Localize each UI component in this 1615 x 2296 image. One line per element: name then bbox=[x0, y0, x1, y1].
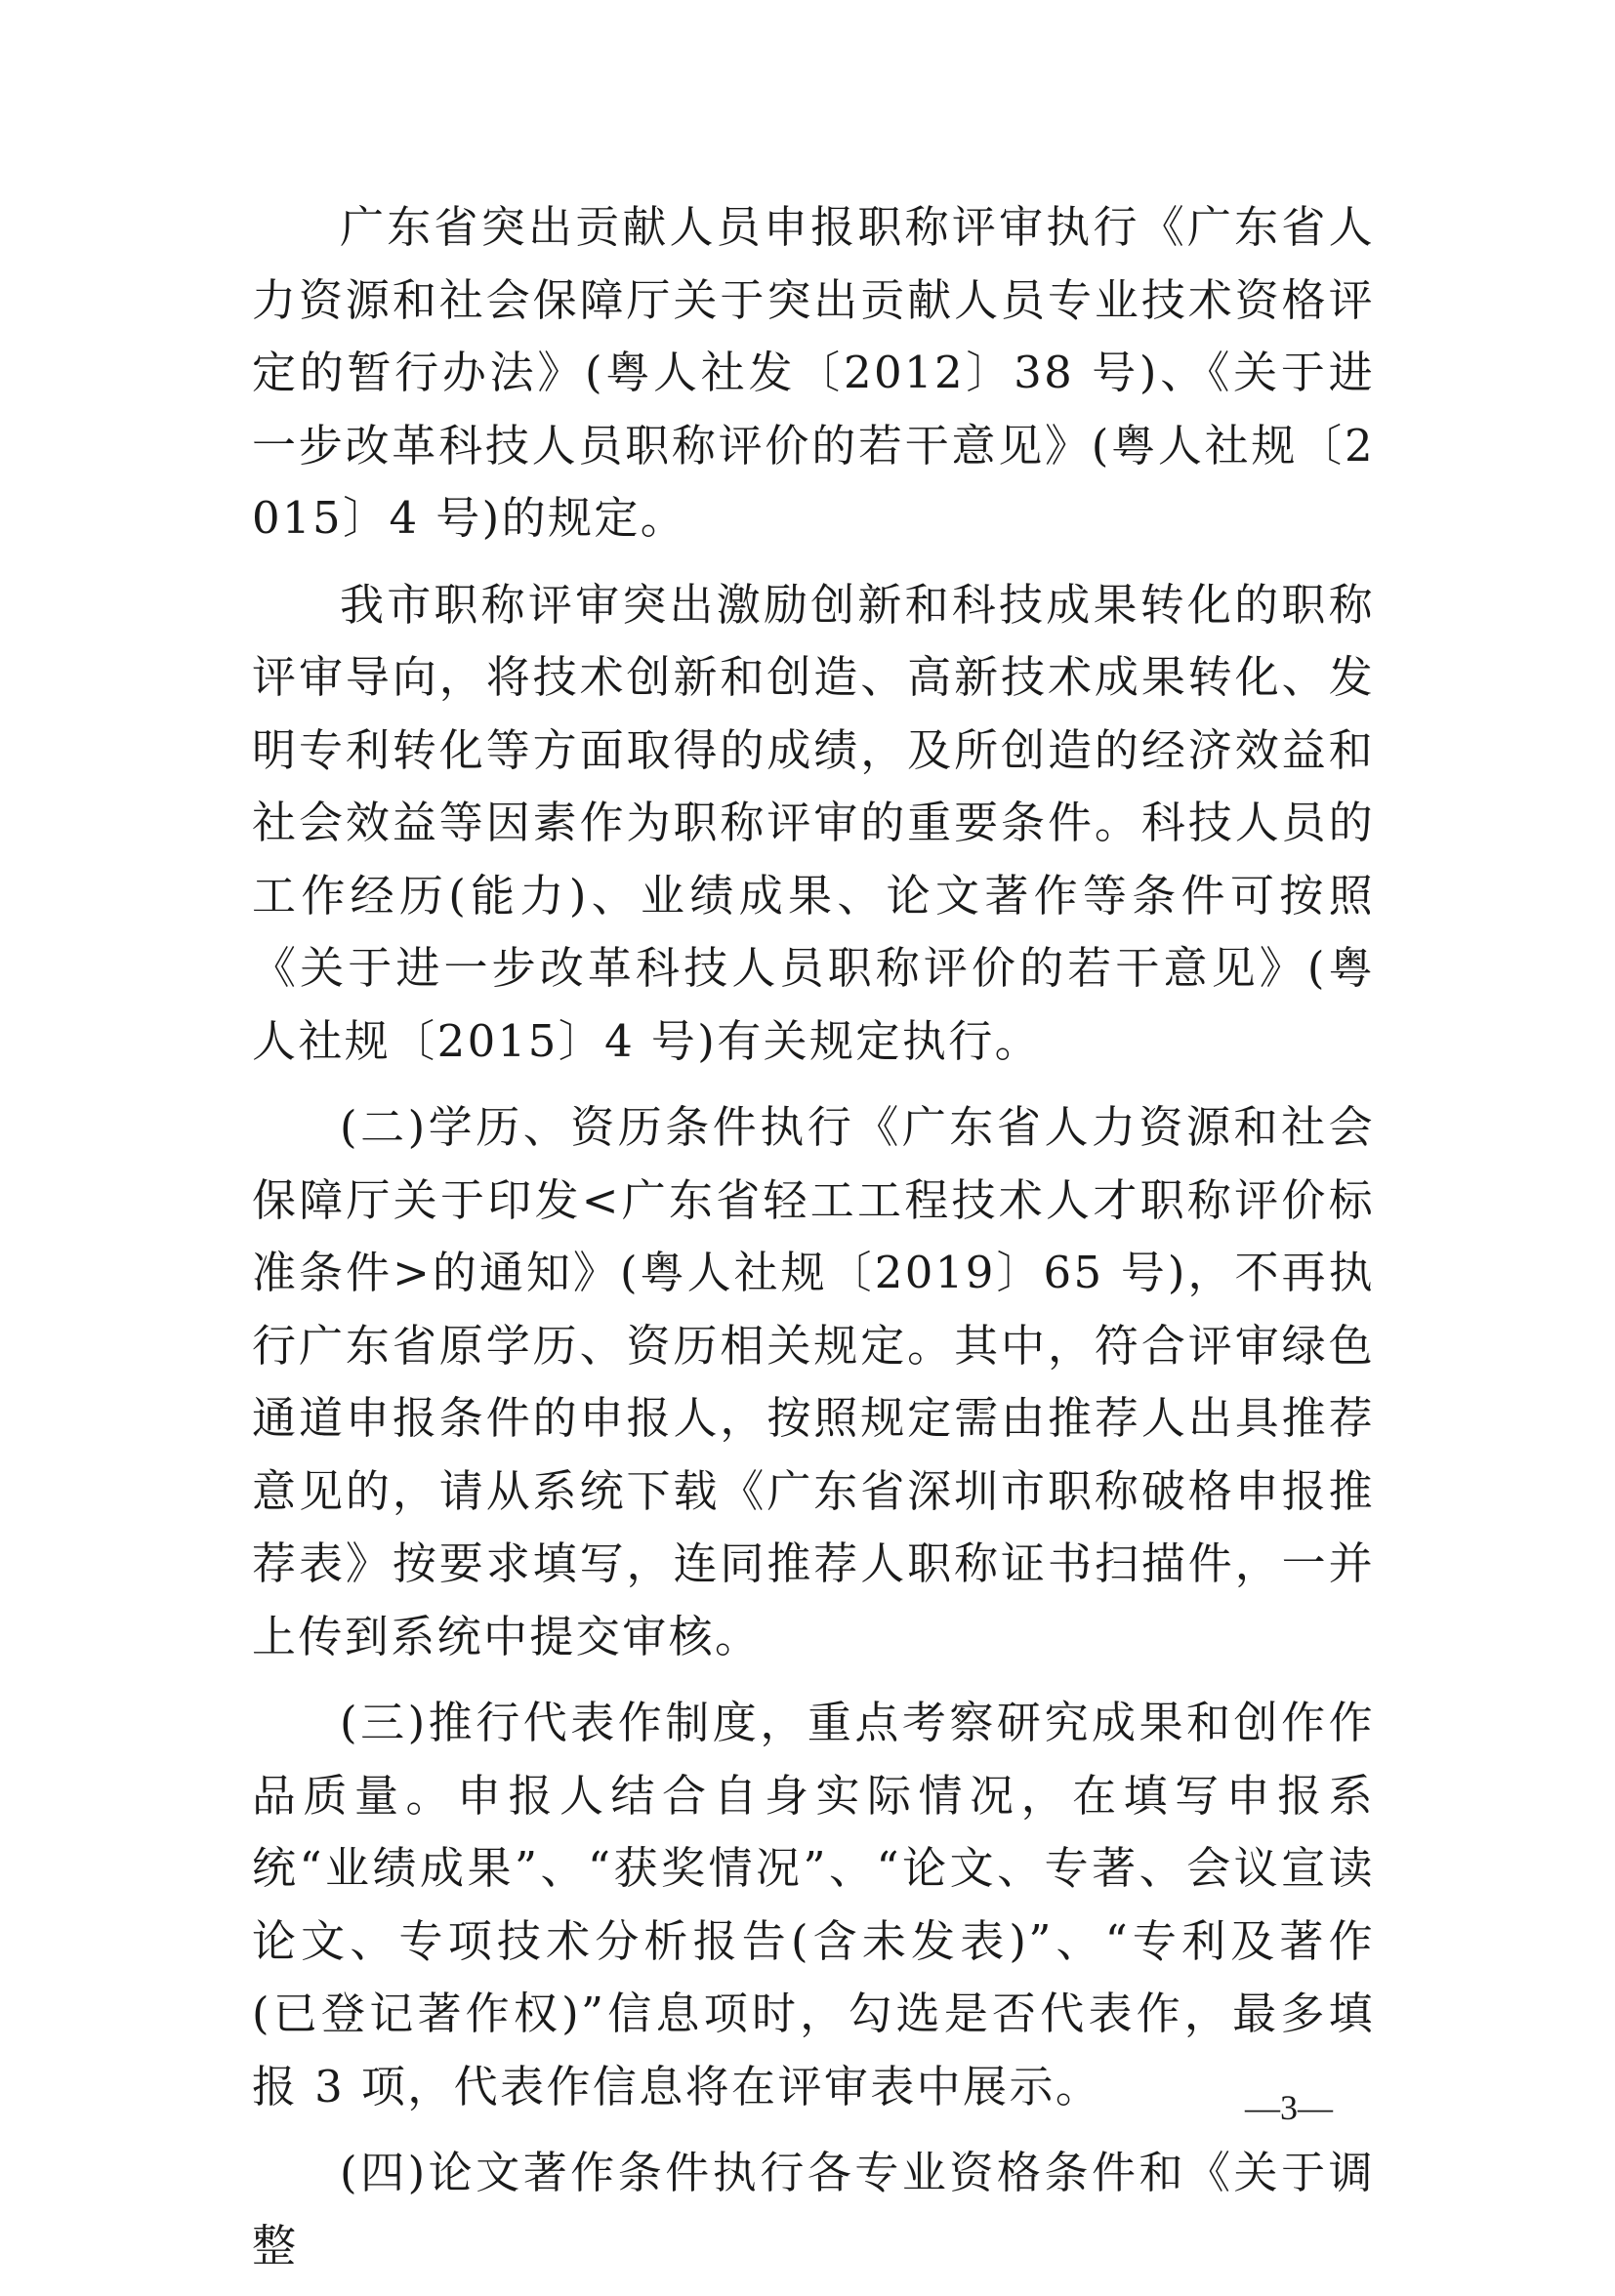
paragraph-section-2-education: (二)学历、资历条件执行《广东省人力资源和社会保障厅关于印发<广东省轻工工程技术人才职称评价标准条件>的通知》(粤人社规〔2019〕65 号)，不再执行广东省原学历、资历相关规定。其中，符合评审绿色通道申报条件的申报人，按照规定需由推荐人出具推荐意见的，请从系统下载《广东省深圳市职称破格申报推荐表》按要求填写，连同推荐人职称证书扫描件，一并上传到系统中提交审核。 bbox=[252, 1101, 1375, 1662]
page-number: —3— bbox=[1245, 2088, 1333, 2127]
paragraph-section-4-papers: (四)论文著作条件执行各专业资格条件和《关于调整 bbox=[252, 2147, 1375, 2272]
paragraph-innovation-orientation: 我市职称评审突出激励创新和科技成果转化的职称评审导向，将技术创新和创造、高新技术成果转化、发明专利转化等方面取得的成绩，及所创造的经济效益和社会效益等因素作为职称评审的重要条件。科技人员的工作经历(能力)、业绩成果、论文著作等条件可按照《关于进一步改革科技人员职称评价的若干意见》(粤人社规〔2015〕4 号)有关规定执行。 bbox=[252, 578, 1375, 1067]
body-text bbox=[252, 191, 1375, 2296]
paragraph-section-3-representative-works: (三)推行代表作制度，重点考察研究成果和创作作品质量。申报人结合自身实际情况，在填写申报系统“业绩成果”、“获奖情况”、“论文、专著、会议宣读论文、专项技术分析报告(含未发表)”、“专利及著作(已登记著作权)”信息项时，勾选是否代表作，最多填报 3 项，代表作信息将在评审表中展示。 bbox=[252, 1697, 1375, 2112]
paragraph-outstanding-contributors: 广东省突出贡献人员申报职称评审执行《广东省人力资源和社会保障厅关于突出贡献人员专业技术资格评定的暂行办法》(粤人社发〔2012〕38 号)、《关于进一步改革科技人员职称评价的若干意见》(粤人社规〔2015〕4 号)的规定。 bbox=[252, 201, 1375, 544]
